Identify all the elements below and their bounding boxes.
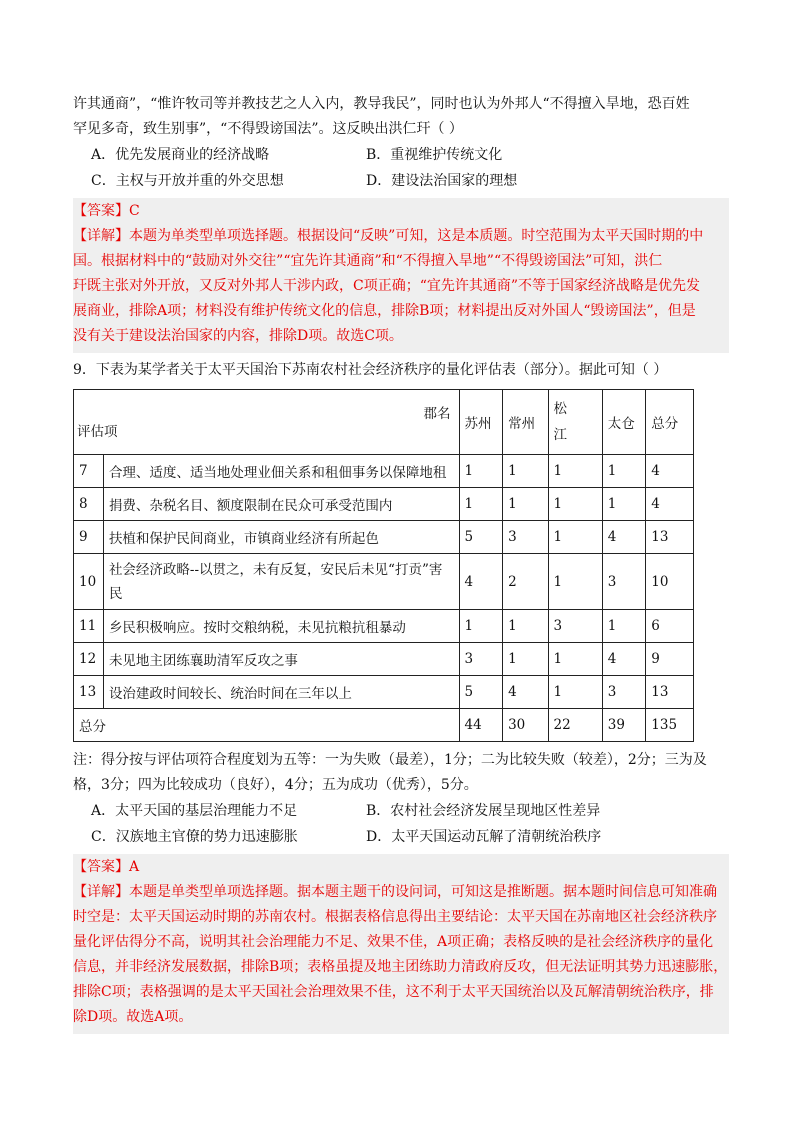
total-suzhou: 44 (459, 709, 503, 742)
table-row (74, 643, 694, 676)
q9-detail-line: 除D项。故选A项。 (73, 1009, 193, 1025)
cell-changzhou: 1 (503, 455, 548, 488)
table-row (74, 554, 694, 610)
cell-taicang: 4 (602, 521, 646, 554)
cell-taicang: 3 (602, 676, 646, 709)
cell-songjiang: 1 (548, 554, 602, 610)
table-header-row (74, 390, 694, 455)
row-item: 捐费、杂税名目、额度限制在民众可承受范围内 (103, 488, 459, 521)
cell-changzhou: 1 (503, 610, 548, 643)
q9-detail-line: 量化评估得分不高，说明其社会治理能力不足、效果不佳，A项正确；表格反映的是社会经济秩序的量化 (73, 934, 714, 950)
cell-songjiang: 1 (548, 488, 602, 521)
q9-option-b: B．农村社会经济发展呈现地区性差异 (366, 803, 601, 819)
cell-taicang: 1 (602, 610, 646, 643)
row-number: 7 (74, 455, 104, 488)
table-total-row (74, 709, 694, 742)
row-number: 12 (74, 643, 104, 676)
q9-options (73, 798, 729, 850)
cell-songjiang: 1 (548, 643, 602, 676)
col-header-songjiang-text: 松江 (553, 401, 568, 443)
col-header-total: 总分 (646, 390, 694, 455)
row-item: 社会经济政略--以贯之，未有反复，安民后未见“打贡”害民 (103, 554, 459, 610)
header-county-label: 郡名 (423, 406, 451, 422)
cell-suzhou: 1 (459, 455, 503, 488)
col-header-songjiang (548, 390, 602, 455)
cell-suzhou: 3 (459, 643, 503, 676)
row-number: 9 (74, 521, 104, 554)
q9-detail-line: 时空是：太平天国运动时期的苏南农村。根据表格信息得出主要结论：太平天国在苏南地区社会经济秩序 (73, 909, 717, 925)
q8-detail-line: 【详解】本题为单类型单项选择题。根据设问“反映”可知，这是本质题。时空范围为太平天国时期的中 (73, 228, 704, 244)
cell-taicang: 1 (602, 455, 646, 488)
row-number: 13 (74, 676, 104, 709)
evaluation-table (73, 389, 694, 742)
note-line: 格，3分；四为比较成功（良好），4分；五为成功（优秀），5分。 (73, 777, 478, 793)
q8-answer-label: 【答案】C (73, 203, 140, 219)
table-row (74, 521, 694, 554)
cell-songjiang: 1 (548, 455, 602, 488)
q8-stem-line: 罕见多奇，致生别事”，“不得毁谤国法”。这反映出洪仁玕（ ） (73, 121, 463, 137)
cell-total: 4 (646, 488, 694, 521)
q8-detail-line: 没有关于建设法治国家的内容，排除D项。故选C项。 (73, 328, 403, 344)
document-page (73, 92, 729, 1034)
table-row (74, 488, 694, 521)
total-all: 135 (646, 709, 694, 742)
table-note (73, 748, 729, 798)
cell-changzhou: 2 (503, 554, 548, 610)
cell-suzhou: 1 (459, 610, 503, 643)
cell-total: 13 (646, 521, 694, 554)
cell-taicang: 1 (602, 488, 646, 521)
note-line: 注：得分按与评估项符合程度划为五等：一为失败（最差），1分；二为比较失败（较差），2分；三为及 (73, 752, 707, 768)
cell-total: 10 (646, 554, 694, 610)
header-item-label: 评估项 (77, 424, 118, 440)
col-header-taicang: 太仓 (602, 390, 646, 455)
row-item: 合理、适度、适当地处理业佃关系和租佃事务以保障地租 (103, 455, 459, 488)
cell-songjiang: 1 (548, 521, 602, 554)
row-item: 扶植和保护民间商业，市镇商业经济有所起色 (103, 521, 459, 554)
cell-suzhou: 1 (459, 488, 503, 521)
q9-detail-line: 【详解】本题是单类型单项选择题。据本题主题干的设问词，可知这是推断题。据本题时间信息可知准确 (73, 884, 717, 900)
total-taicang: 39 (602, 709, 646, 742)
row-item: 设治建政时间较长、统治时间在三年以上 (103, 676, 459, 709)
col-header-suzhou: 苏州 (459, 390, 503, 455)
cell-suzhou: 5 (459, 521, 503, 554)
row-item: 未见地主团练襄助清军反攻之事 (103, 643, 459, 676)
row-number: 11 (74, 610, 104, 643)
row-number: 8 (74, 488, 104, 521)
cell-suzhou: 4 (459, 554, 503, 610)
cell-total: 4 (646, 455, 694, 488)
cell-taicang: 4 (602, 643, 646, 676)
cell-total: 6 (646, 610, 694, 643)
diagonal-header-cell (74, 390, 460, 455)
q9-answer-label: 【答案】A (73, 859, 140, 875)
q8-answer-box (73, 198, 729, 353)
q8-detail-line: 展商业，排除A项；材料没有维护传统文化的信息，排除B项；材料提出反对外国人“毁谤国法”，但是 (73, 303, 696, 319)
q8-detail-line: 玕既主张对外开放，又反对外邦人干涉内政，C项正确；“宜先许其通商”不等于国家经济战略是优先发 (73, 278, 701, 294)
row-item: 乡民积极响应。按时交粮纳税，未见抗粮抗租暴动 (103, 610, 459, 643)
cell-changzhou: 3 (503, 521, 548, 554)
q9-detail-line: 信息，并非经济发展数据，排除B项；表格虽提及地主团练助力清政府反攻，但无法证明其势力迅速膨胀， (73, 959, 728, 975)
col-header-changzhou: 常州 (503, 390, 548, 455)
q8-stem-line: 许其通商”，“惟许牧司等并教技艺之人入内，教导我民”，同时也认为外邦人“不得擅入旱地，恐百姓 (73, 96, 690, 112)
cell-changzhou: 1 (503, 488, 548, 521)
q9-option-a: A．太平天国的基层治理能力不足 (91, 803, 298, 819)
cell-total: 13 (646, 676, 694, 709)
total-songjiang: 22 (548, 709, 602, 742)
total-label: 总分 (74, 709, 460, 742)
q9-option-d: D．太平天国运动瓦解了清朝统治秩序 (366, 829, 602, 845)
q9-stem: 9．下表为某学者关于太平天国治下苏南农村社会经济秩序的量化评估表（部分）。据此可知（ ） (73, 362, 668, 378)
table-row (74, 676, 694, 709)
cell-suzhou: 5 (459, 676, 503, 709)
q8-stem (73, 92, 729, 142)
q8-option-b: B．重视维护传统文化 (366, 147, 503, 163)
q9-option-c: C．汉族地主官僚的势力迅速膨胀 (91, 829, 298, 845)
cell-songjiang: 3 (548, 610, 602, 643)
total-changzhou: 30 (503, 709, 548, 742)
q8-option-a: A．优先发展商业的经济战略 (91, 147, 270, 163)
q8-option-c: C．主权与开放并重的外交思想 (91, 173, 284, 189)
table-row (74, 455, 694, 488)
cell-songjiang: 1 (548, 676, 602, 709)
table-row (74, 610, 694, 643)
q9-detail-line: 排除C项；表格强调的是太平天国社会治理效果不佳，这不利于太平天国统治以及瓦解清朝统治秩序，排 (73, 984, 714, 1000)
q8-detail-line: 国。根据材料中的“鼓励对外交往”“宜先许其通商”和“不得擅入旱地”“不得毁谤国法”可知，洪仁 (73, 253, 663, 269)
q8-options (73, 142, 729, 194)
cell-total: 9 (646, 643, 694, 676)
q8-option-d: D．建设法治国家的理想 (366, 173, 518, 189)
cell-taicang: 3 (602, 554, 646, 610)
row-number: 10 (74, 554, 104, 610)
q9-answer-box (73, 854, 729, 1034)
cell-changzhou: 1 (503, 643, 548, 676)
cell-changzhou: 4 (503, 676, 548, 709)
